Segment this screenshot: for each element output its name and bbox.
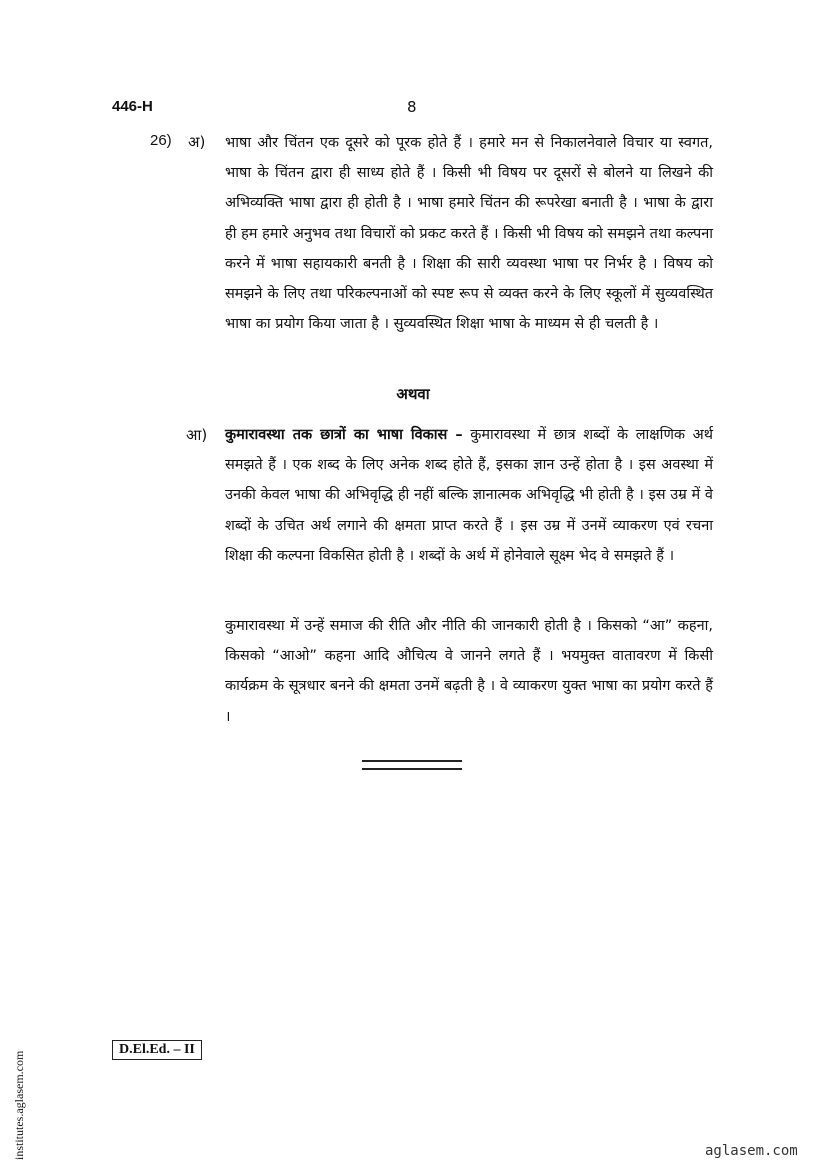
course-code-box: D.El.Ed. – II	[112, 1040, 202, 1060]
option-b-answer-para1	[225, 420, 713, 571]
brand-watermark: aglasem.com	[705, 1143, 798, 1159]
option-a-answer: भाषा और चिंतन एक दूसरे को पूरक होते हैं । हमारे मन से निकालनेवाले विचार या स्वगत, भाषा के चिंतन द्वारा ही साध्य होते हैं । किसी भी विषय पर दूसरों से बोलने या लिखने की अभिव्यक्ति भाषा द्वारा ही होती है । भाषा हमारे चिंतन की रूपरेखा बनाती है । भाषा के द्वारा ही हम हमारे अनुभव तथा विचारों को प्रकट करते हैं । किसी भी विषय को समझने तथा कल्पना करने में भाषा सहायकारी बनती है । शिक्षा की सारी व्यवस्था भाषा पर निर्भर है । विषय को समझने के लिए तथा परिकल्पनाओं को स्पष्ट रूप से व्यक्त करने के लिए स्कूलों में सुव्यवस्थित भाषा का प्रयोग किया जाता है । सुव्यवस्थित शिक्षा भाषा के माध्यम से ही चलती है ।	[225, 135, 713, 333]
end-double-rule	[362, 760, 462, 770]
question-number: 26)	[150, 132, 172, 149]
option-b-text1: कुमारावस्था में छात्र शब्दों के लाक्षणिक अर्थ समझते हैं । एक शब्द के लिए अनेक शब्द होते हैं, इसका ज्ञान उन्हें होता है । इस अवस्था में उनकी केवल भाषा की अभिवृद्धि ही नहीं बल्कि ज्ञानात्मक अभिवृद्धि भी होती है । इस उम्र में वे शब्दों के उचित अर्थ लगाने की क्षमता प्राप्त करते हैं । इस उम्र में उनमें व्याकरण एवं रचना शिक्षा की कल्पना विकसित होती है । शब्दों के अर्थ में होनेवाले सूक्ष्म भेद वे समझते हैं ।	[225, 427, 713, 564]
side-watermark: institutes.aglasem.com	[12, 1050, 26, 1160]
page-number: 8	[407, 98, 417, 116]
option-b-title: कुमारावस्था तक छात्रों का भाषा विकास –	[225, 427, 463, 443]
option-b-marker: आ)	[186, 426, 208, 444]
paper-code: 446-H	[112, 98, 153, 115]
option-b-answer-para2: कुमारावस्था में उन्हें समाज की रीति और नीति की जानकारी होती है । किसको “आ” कहना, किसको “आओ” कहना आदि औचित्य वे जानने लगते हैं । भयमुक्त वातावरण में किसी कार्यक्रम के सूत्रधार बनने की क्षमता उनमें बढ़ती है । वे व्याकरण युक्त भाषा का प्रयोग करते हैं ।	[225, 618, 713, 725]
option-a-marker: अ)	[188, 133, 206, 151]
or-separator: अथवा	[396, 385, 430, 403]
